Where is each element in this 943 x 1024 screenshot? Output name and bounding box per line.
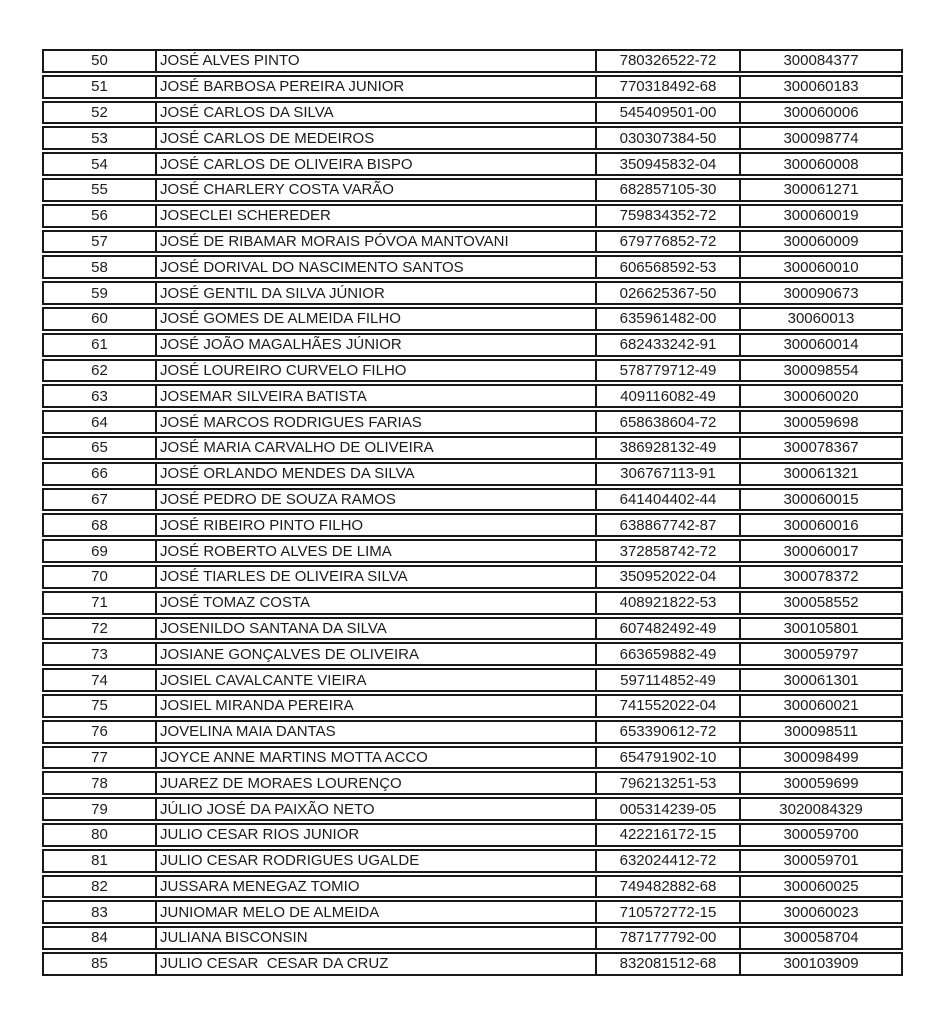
name-cell: JUSSARA MENEGAZ TOMIO: [155, 877, 595, 897]
row-number-cell: 56: [91, 207, 108, 225]
table-row: [42, 178, 903, 202]
table-row: [42, 436, 903, 460]
name-cell: JOSIANE GONÇALVES DE OLIVEIRA: [155, 644, 595, 664]
table-row: [42, 694, 903, 718]
cpf-cell: 635961482-00: [595, 309, 739, 329]
name-cell: JOSÉ MARIA CARVALHO DE OLIVEIRA: [155, 438, 595, 458]
roster-table: [42, 49, 903, 978]
table-row: [42, 875, 903, 899]
name-cell: JULIO CESAR CESAR DA CRUZ: [155, 954, 595, 974]
name-cell: JOSÉ ALVES PINTO: [155, 51, 595, 71]
table-row: [42, 488, 903, 512]
row-number-cell: 75: [91, 697, 108, 715]
registration-cell: 300078367: [739, 438, 901, 458]
name-cell: JOSÉ LOUREIRO CURVELO FILHO: [155, 361, 595, 381]
cpf-cell: 597114852-49: [595, 670, 739, 690]
row-number-cell: 77: [91, 748, 108, 766]
table-row: [42, 952, 903, 976]
row-number-cell: 58: [91, 258, 108, 276]
cpf-cell: 607482492-49: [595, 619, 739, 639]
table-row: [42, 204, 903, 228]
row-number-cell: 79: [91, 800, 108, 818]
row-number-cell: 61: [91, 336, 108, 354]
row-number-cell: 74: [91, 671, 108, 689]
registration-cell: 300098554: [739, 361, 901, 381]
cpf-cell: 386928132-49: [595, 438, 739, 458]
name-cell: JOSIEL CAVALCANTE VIEIRA: [155, 670, 595, 690]
registration-cell: 3020084329: [739, 799, 901, 819]
name-cell: JOSÉ RIBEIRO PINTO FILHO: [155, 515, 595, 535]
registration-cell: 300060006: [739, 103, 901, 123]
registration-cell: 300061271: [739, 180, 901, 200]
name-cell: JOSÉ TOMAZ COSTA: [155, 593, 595, 613]
cpf-cell: 780326522-72: [595, 51, 739, 71]
registration-cell: 300059701: [739, 851, 901, 871]
name-cell: JULIANA BISCONSIN: [155, 928, 595, 948]
registration-cell: 300061301: [739, 670, 901, 690]
row-number-cell: 51: [91, 78, 108, 96]
registration-cell: 300060009: [739, 232, 901, 252]
table-row: [42, 900, 903, 924]
name-cell: JÚLIO JOSÉ DA PAIXÃO NETO: [155, 799, 595, 819]
registration-cell: 300060015: [739, 490, 901, 510]
cpf-cell: 306767113-91: [595, 464, 739, 484]
registration-cell: 300060008: [739, 154, 901, 174]
table-row: [42, 797, 903, 821]
name-cell: JOSÉ ROBERTO ALVES DE LIMA: [155, 541, 595, 561]
row-number-cell: 66: [91, 465, 108, 483]
row-number-cell: 70: [91, 568, 108, 586]
table-row: [42, 152, 903, 176]
name-cell: JOSÉ PEDRO DE SOUZA RAMOS: [155, 490, 595, 510]
row-number-cell: 50: [91, 52, 108, 70]
name-cell: JOSEMAR SILVEIRA BATISTA: [155, 386, 595, 406]
name-cell: JOSÉ CARLOS DE MEDEIROS: [155, 128, 595, 148]
row-number-cell: 81: [91, 852, 108, 870]
row-number-cell: 68: [91, 516, 108, 534]
row-number-cell: 82: [91, 877, 108, 895]
registration-cell: 300078372: [739, 567, 901, 587]
table-row: [42, 926, 903, 950]
table-row: [42, 230, 903, 254]
cpf-cell: 663659882-49: [595, 644, 739, 664]
table-row: [42, 771, 903, 795]
row-number-cell: 59: [91, 284, 108, 302]
row-number-cell: 78: [91, 774, 108, 792]
registration-cell: 300084377: [739, 51, 901, 71]
table-row: [42, 823, 903, 847]
cpf-cell: 682857105-30: [595, 180, 739, 200]
name-cell: JOSÉ JOÃO MAGALHÃES JÚNIOR: [155, 335, 595, 355]
registration-cell: 300059797: [739, 644, 901, 664]
row-number-cell: 57: [91, 232, 108, 250]
name-cell: JOSÉ MARCOS RODRIGUES FARIAS: [155, 412, 595, 432]
registration-cell: 300103909: [739, 954, 901, 974]
cpf-cell: 770318492-68: [595, 77, 739, 97]
registration-cell: 300058704: [739, 928, 901, 948]
row-number-cell: 73: [91, 645, 108, 663]
table-row: [42, 642, 903, 666]
cpf-cell: 005314239-05: [595, 799, 739, 819]
table-row: [42, 513, 903, 537]
cpf-cell: 578779712-49: [595, 361, 739, 381]
cpf-cell: 682433242-91: [595, 335, 739, 355]
registration-cell: 300060183: [739, 77, 901, 97]
registration-cell: 300060014: [739, 335, 901, 355]
table-row: [42, 668, 903, 692]
table-row: [42, 333, 903, 357]
registration-cell: 300059698: [739, 412, 901, 432]
cpf-cell: 654791902-10: [595, 748, 739, 768]
row-number-cell: 67: [91, 490, 108, 508]
name-cell: JUNIOMAR MELO DE ALMEIDA: [155, 902, 595, 922]
row-number-cell: 85: [91, 955, 108, 973]
registration-cell: 300060017: [739, 541, 901, 561]
table-row: [42, 281, 903, 305]
row-number-cell: 53: [91, 129, 108, 147]
registration-cell: 300060023: [739, 902, 901, 922]
name-cell: JOSÉ CARLOS DA SILVA: [155, 103, 595, 123]
name-cell: JOSÉ CHARLERY COSTA VARÃO: [155, 180, 595, 200]
table-row: [42, 462, 903, 486]
table-row: [42, 591, 903, 615]
registration-cell: 300059699: [739, 773, 901, 793]
table-row: [42, 539, 903, 563]
cpf-cell: 409116082-49: [595, 386, 739, 406]
registration-cell: 300060020: [739, 386, 901, 406]
name-cell: JOSÉ GENTIL DA SILVA JÚNIOR: [155, 283, 595, 303]
registration-cell: 300060016: [739, 515, 901, 535]
name-cell: JOSÉ DORIVAL DO NASCIMENTO SANTOS: [155, 257, 595, 277]
table-row: [42, 617, 903, 641]
cpf-cell: 641404402-44: [595, 490, 739, 510]
cpf-cell: 350945832-04: [595, 154, 739, 174]
cpf-cell: 372858742-72: [595, 541, 739, 561]
registration-cell: 300090673: [739, 283, 901, 303]
table-row: [42, 126, 903, 150]
registration-cell: 30060013: [739, 309, 901, 329]
cpf-cell: 606568592-53: [595, 257, 739, 277]
row-number-cell: 72: [91, 619, 108, 637]
row-number-cell: 83: [91, 903, 108, 921]
name-cell: JOSÉ CARLOS DE OLIVEIRA BISPO: [155, 154, 595, 174]
row-number-cell: 60: [91, 310, 108, 328]
cpf-cell: 653390612-72: [595, 722, 739, 742]
row-number-cell: 52: [91, 103, 108, 121]
table-row: [42, 307, 903, 331]
name-cell: JULIO CESAR RIOS JUNIOR: [155, 825, 595, 845]
cpf-cell: 422216172-15: [595, 825, 739, 845]
cpf-cell: 638867742-87: [595, 515, 739, 535]
name-cell: JOSÉ TIARLES DE OLIVEIRA SILVA: [155, 567, 595, 587]
cpf-cell: 741552022-04: [595, 696, 739, 716]
cpf-cell: 632024412-72: [595, 851, 739, 871]
registration-cell: 300059700: [739, 825, 901, 845]
table-row: [42, 565, 903, 589]
registration-cell: 300060019: [739, 206, 901, 226]
cpf-cell: 026625367-50: [595, 283, 739, 303]
name-cell: JOSÉ DE RIBAMAR MORAIS PÓVOA MANTOVANI: [155, 232, 595, 252]
name-cell: JOSÉ ORLANDO MENDES DA SILVA: [155, 464, 595, 484]
row-number-cell: 84: [91, 929, 108, 947]
name-cell: JOSÉ GOMES DE ALMEIDA FILHO: [155, 309, 595, 329]
registration-cell: 300098774: [739, 128, 901, 148]
cpf-cell: 030307384-50: [595, 128, 739, 148]
table-row: [42, 849, 903, 873]
name-cell: JOSIEL MIRANDA PEREIRA: [155, 696, 595, 716]
cpf-cell: 408921822-53: [595, 593, 739, 613]
name-cell: JOYCE ANNE MARTINS MOTTA ACCO: [155, 748, 595, 768]
table-row: [42, 720, 903, 744]
row-number-cell: 65: [91, 439, 108, 457]
cpf-cell: 749482882-68: [595, 877, 739, 897]
registration-cell: 300058552: [739, 593, 901, 613]
row-number-cell: 64: [91, 413, 108, 431]
registration-cell: 300060010: [739, 257, 901, 277]
registration-cell: 300061321: [739, 464, 901, 484]
table-row: [42, 75, 903, 99]
name-cell: JUAREZ DE MORAES LOURENÇO: [155, 773, 595, 793]
registration-cell: 300060021: [739, 696, 901, 716]
table-row: [42, 101, 903, 125]
cpf-cell: 832081512-68: [595, 954, 739, 974]
row-number-cell: 76: [91, 723, 108, 741]
registration-cell: 300098511: [739, 722, 901, 742]
cpf-cell: 787177792-00: [595, 928, 739, 948]
row-number-cell: 62: [91, 361, 108, 379]
cpf-cell: 796213251-53: [595, 773, 739, 793]
name-cell: JULIO CESAR RODRIGUES UGALDE: [155, 851, 595, 871]
row-number-cell: 63: [91, 387, 108, 405]
table-row: [42, 410, 903, 434]
row-number-cell: 71: [91, 594, 108, 612]
row-number-cell: 54: [91, 155, 108, 173]
row-number-cell: 69: [91, 542, 108, 560]
cpf-cell: 710572772-15: [595, 902, 739, 922]
table-row: [42, 359, 903, 383]
cpf-cell: 545409501-00: [595, 103, 739, 123]
name-cell: JOVELINA MAIA DANTAS: [155, 722, 595, 742]
row-number-cell: 55: [91, 181, 108, 199]
cpf-cell: 759834352-72: [595, 206, 739, 226]
table-row: [42, 746, 903, 770]
cpf-cell: 679776852-72: [595, 232, 739, 252]
row-number-cell: 80: [91, 826, 108, 844]
registration-cell: 300105801: [739, 619, 901, 639]
cpf-cell: 658638604-72: [595, 412, 739, 432]
name-cell: JOSÉ BARBOSA PEREIRA JUNIOR: [155, 77, 595, 97]
registration-cell: 300060025: [739, 877, 901, 897]
name-cell: JOSECLEI SCHEREDER: [155, 206, 595, 226]
cpf-cell: 350952022-04: [595, 567, 739, 587]
name-cell: JOSENILDO SANTANA DA SILVA: [155, 619, 595, 639]
table-row: [42, 49, 903, 73]
registration-cell: 300098499: [739, 748, 901, 768]
table-row: [42, 255, 903, 279]
table-row: [42, 384, 903, 408]
